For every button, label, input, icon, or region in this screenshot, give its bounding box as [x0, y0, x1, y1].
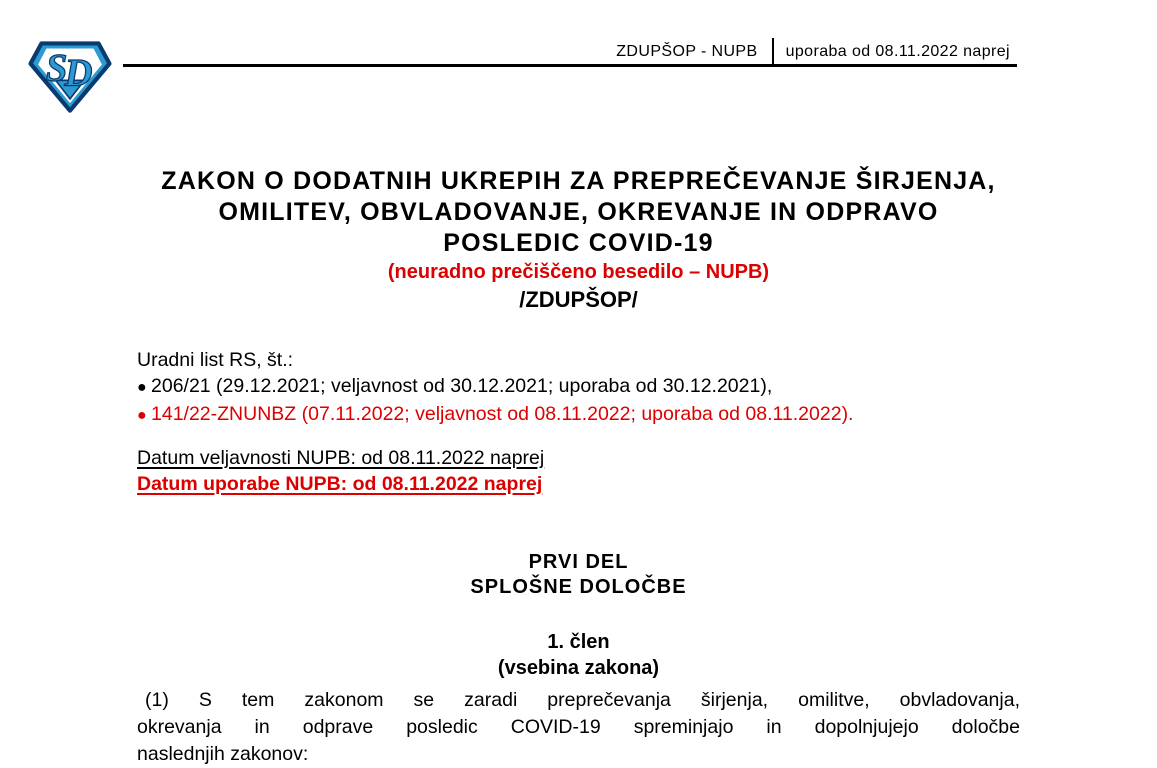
- gazette-item-text: 141/22-ZNUNBZ (07.11.2022; veljavnost od 08.11.2022; uporaba od 08.11.2022).: [151, 403, 854, 425]
- document-body: [137, 0, 1020, 768]
- validity-effective-date: Datum veljavnosti NUPB: od 08.11.2022 naprej: [137, 447, 545, 469]
- title-line-3: POSLEDIC COVID-19: [443, 229, 714, 257]
- part-heading-block: [137, 550, 1020, 600]
- svg-text:D: D: [64, 52, 93, 95]
- unofficial-text-note: (neuradno prečiščeno besedilo – NUPB): [387, 261, 770, 283]
- sd-shield-logo-icon: [28, 30, 112, 114]
- bullet-icon: ●: [137, 379, 147, 396]
- part-heading: PRVI DEL: [528, 551, 629, 573]
- paragraph-line: (1) S tem zakonom se zaradi preprečevanja širjenja, omilitve, obvladovanja,: [145, 689, 1020, 711]
- title-line-2: OMILITEV, OBVLADOVANJE, OKREVANJE IN ODPRAVO: [218, 198, 939, 226]
- title-line-1: ZAKON O DODATNIH UKREPIH ZA PREPREČEVANJE ŠIRJENJA,: [161, 167, 996, 195]
- article-number: 1. člen: [547, 631, 610, 653]
- part-subheading: SPLOŠNE DOLOČBE: [470, 576, 687, 598]
- gazette-intro: Uradni list RS, št.:: [137, 349, 294, 371]
- gazette-item: [137, 401, 1020, 429]
- paragraph-line: okrevanja in odprave posledic COVID-19 spreminjajo in dopolnjujejo določbe: [137, 716, 1020, 738]
- document-title: [137, 166, 1020, 259]
- validity-section: [137, 445, 1020, 497]
- gazette-item: [137, 373, 1020, 401]
- gazette-item-text: 206/21 (29.12.2021; veljavnost od 30.12.2021; uporaba od 30.12.2021),: [151, 375, 773, 397]
- validity-application-date: Datum uporabe NUPB: od 08.11.2022 naprej: [137, 473, 543, 495]
- svg-text:S: S: [45, 47, 68, 90]
- header-usage-note: uporaba od 08.11.2022 naprej: [785, 42, 1010, 60]
- header-doc-code: ZDUPŠOP - NUPB: [616, 42, 758, 60]
- article-caption: (vsebina zakona): [497, 657, 660, 679]
- bullet-icon: ●: [137, 407, 147, 424]
- gazette-section: [137, 347, 1020, 429]
- article-heading-block: [137, 629, 1020, 681]
- article-paragraph: [137, 687, 1020, 768]
- law-abbreviation: /ZDUPŠOP/: [519, 287, 638, 312]
- paragraph-line: naslednjih zakonov:: [137, 743, 309, 765]
